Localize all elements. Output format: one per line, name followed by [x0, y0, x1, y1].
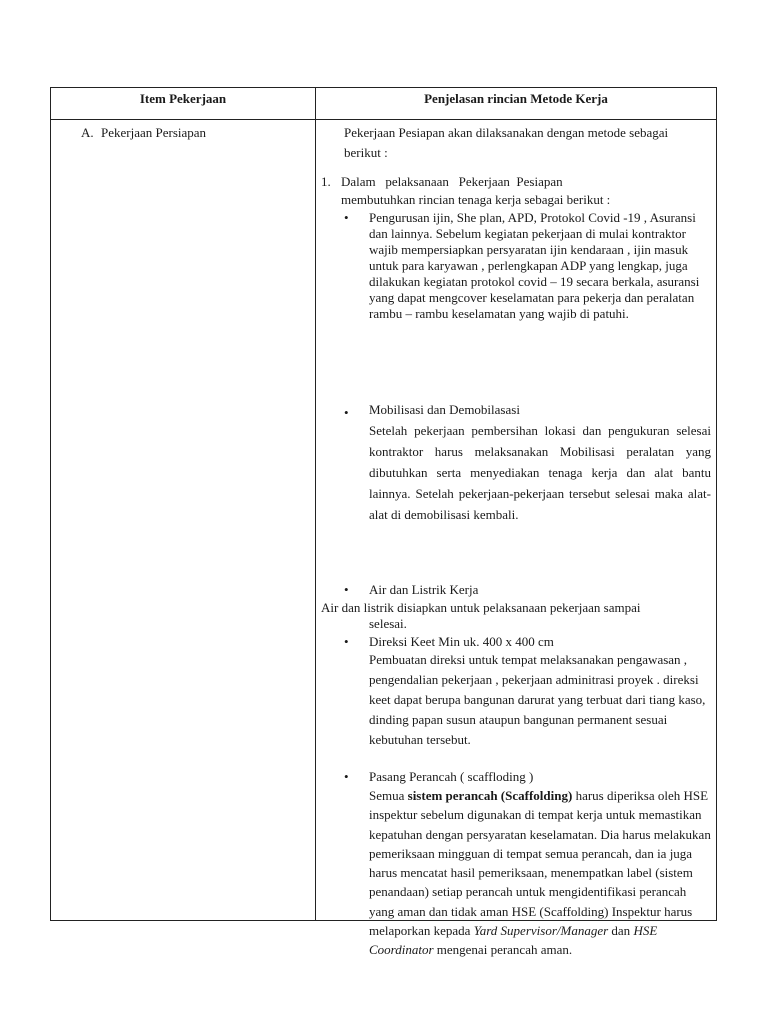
bullet-scaffolding-title: Pasang Perancah ( scaffloding ): [369, 769, 534, 784]
numbered-item-1: [321, 173, 713, 209]
water-electric-line2: selesai.: [369, 616, 407, 631]
bullet-icon: •: [344, 634, 349, 649]
header-item: Item Pekerjaan: [139, 91, 227, 106]
bullet-mobilization: [341, 402, 713, 525]
scaffolding-text-part: Semua: [369, 788, 408, 803]
bullet-permits-text: Pengurusan ijin, She plan, APD, Protokol Covid -19 , Asuransi dan lainnya. Sebelum kegiatan pekerjaan di mulai kontraktor wajib mempersiapkan persyaratan ijin kendaraan , ijin masuk untuk para karyawan , perlengkapan ADP yang lengkap, juga dilakukan kegiatan protokol covid – 19 secara berkala, asuransi yang dapat mengcover keselamatan para pekerja dan peralatan rambu – rambu keselamatan yang wajib di patuhi.: [369, 210, 700, 321]
water-electric-line1: Air dan listrik disiapkan untuk pelaksanaan pekerjaan sampai: [321, 600, 641, 615]
yard-supervisor-text: Yard Supervisor/Manager: [473, 923, 609, 939]
bullet-icon: •: [344, 210, 349, 225]
bullet-scaffolding: [341, 769, 713, 960]
water-electric-paragraph: [321, 600, 713, 632]
item-cell: [81, 124, 206, 142]
bullet-mobilization-title: Mobilisasi dan Demobilasasi: [369, 402, 520, 417]
scaffolding-text-part: harus diperiksa oleh HSE inspektur sebelum digunakan di tempat kerja untuk memastikan kepatuhan dengan persyaratan keselamatan. Dia harus melakukan pemeriksaan mingguan di tempat semua perancah, dan ia juga harus mencatat hasil pemeriksaan, menempatkan label (sistem penandaan) setiap perancah untuk mengidentifikasi perancah yang aman dan tidak aman HSE (Scaffolding) Inspektur harus melaporkan kepada: [369, 788, 711, 939]
numbered-item-line2: membutuhkan rincian tenaga kerja sebagai berikut :: [341, 192, 611, 207]
bullet-scaffolding-text: [369, 786, 713, 960]
bullet-icon: •: [344, 582, 349, 597]
item-label: Pekerjaan Persiapan: [101, 125, 207, 140]
intro-paragraph: Pekerjaan Pesiapan akan dilaksanakan dengan metode sebagai berikut :: [344, 125, 669, 160]
header-divider: [51, 119, 716, 120]
bullet-icon: •: [344, 769, 349, 784]
item-number: 1.: [321, 174, 331, 189]
hse-coordinator-text: HSE Coordinator: [369, 923, 658, 958]
bullet-water-electric: [341, 582, 713, 598]
bullet-mobilization-text: Setelah pekerjaan pembersihan lokasi dan pengukuran selesai kontraktor harus melaksanakan Mobilisasi peralatan yang dibutuhkan serta menyediakan tenaga kerja dan alat bantu lainnya. Setelah pekerjaan-pekerjaan tersebut selesai maka alat-alat di demobilisasi kembali.: [369, 423, 711, 522]
column-divider: [315, 88, 316, 920]
bullet-direksi-keet: [341, 634, 713, 750]
scaffolding-emphasis: sistem perancah (Scaffolding): [407, 788, 573, 803]
bullet-direksi-keet-title: Direksi Keet Min uk. 400 x 400 cm: [369, 634, 554, 649]
header-method: Penjelasan rincian Metode Kerja: [424, 91, 608, 106]
scaffolding-text-part: dan: [608, 923, 634, 939]
item-letter: A.: [81, 125, 94, 140]
bullet-permits: [341, 210, 713, 322]
bullet-water-electric-title: Air dan Listrik Kerja: [369, 582, 479, 597]
bullet-direksi-keet-text: Pembuatan direksi untuk tempat melaksanakan pengawasan , pengendalian pekerjaan , pekerjaan adminitrasi proyek . direksi keet dapat berupa bangunan darurat yang terbuat dari tiang kaso, dinding papan susun ataupun bangunan permanent sesuai kebutuhan tersebut.: [369, 652, 706, 747]
numbered-item-line1: Dalam pelaksanaan Pekerjaan Pesiapan: [341, 174, 563, 189]
work-method-table: [50, 87, 717, 958]
bullet-icon: •: [344, 405, 349, 420]
scaffolding-text-part: mengenai perancah aman.: [433, 942, 573, 958]
